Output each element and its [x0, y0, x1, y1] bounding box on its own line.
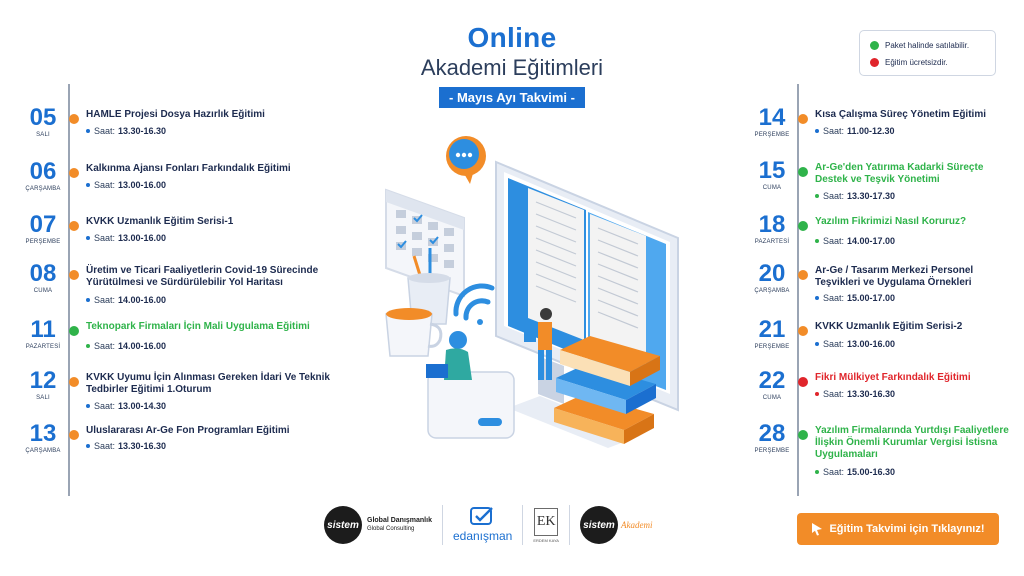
online-education-illustration: [378, 118, 688, 478]
event-weekday: CUMA: [762, 185, 782, 191]
event-title: Kısa Çalışma Süreç Yönetim Eğitimi: [815, 109, 986, 120]
status-dot-icon: [798, 114, 808, 124]
sistem-logo-name: Global Danışmanlık: [367, 517, 432, 524]
sistem-akademi-mark: sistem: [580, 506, 618, 544]
status-dot-icon: [798, 326, 808, 336]
legend: [859, 30, 996, 76]
event-item[interactable]: [20, 213, 350, 263]
edanisman-label: edanışman: [452, 529, 513, 543]
event-weekday: PERŞEMBE: [754, 344, 790, 350]
event-item[interactable]: [749, 213, 1019, 263]
event-date: [20, 262, 66, 294]
event-weekday: ÇARŞAMBA: [754, 288, 790, 294]
event-title: KVKK Uzmanlık Eğitim Serisi-1: [86, 216, 234, 227]
training-calendar-label: Eğitim Takvimi için Tıklayınız!: [829, 523, 985, 535]
event-day: 21: [758, 316, 786, 343]
status-dot-icon: [69, 114, 79, 124]
status-dot-icon: [69, 270, 79, 280]
event-title: KVKK Uzmanlık Eğitim Serisi-2: [815, 321, 963, 332]
event-item[interactable]: [20, 422, 350, 472]
event-date: [20, 213, 66, 245]
partner-logos: [314, 498, 662, 552]
event-day: 12: [29, 367, 57, 394]
event-time: Saat: 14.00-16.00: [86, 295, 166, 305]
event-day: 13: [29, 420, 57, 447]
event-day: 08: [29, 260, 57, 287]
event-day: 28: [758, 420, 786, 447]
time-dot-icon: [86, 298, 90, 302]
event-day: 07: [29, 211, 57, 238]
event-date: [20, 106, 66, 138]
event-date: [749, 106, 795, 138]
legend-label: Paket halinde satılabilir.: [885, 41, 970, 50]
time-dot-icon: [86, 344, 90, 348]
person-icon: [426, 331, 514, 438]
event-title: Uluslararası Ar-Ge Fon Programları Eğitimi: [86, 425, 290, 436]
event-day: 15: [758, 157, 786, 184]
event-weekday: ÇARŞAMBA: [25, 186, 61, 192]
erdem-kaya-logo: [523, 498, 569, 552]
event-title: KVKK Uyumu İçin Alınması Gereken İdari Ve Teknik Tedbirler Eğitimi 1.Oturum: [86, 372, 330, 395]
event-title: Fikri Mülkiyet Farkındalık Eğitimi: [815, 372, 971, 383]
event-time: Saat: 15.00-17.00: [815, 293, 895, 303]
month-badge: - Mayıs Ayı Takvimi -: [439, 87, 585, 108]
event-date: [749, 262, 795, 294]
event-time: Saat: 13.00-16.00: [86, 180, 166, 190]
event-weekday: PERŞEMBE: [754, 448, 790, 454]
red-dot-icon: [870, 58, 879, 67]
event-time: Saat: 13.00-16.00: [815, 339, 895, 349]
sistem-logo-mark: sistem: [324, 506, 362, 544]
event-date: [749, 369, 795, 401]
event-time: Saat: 13.30-16.30: [86, 441, 166, 451]
event-date: [20, 318, 66, 350]
event-title: Teknopark Firmaları İçin Mali Uygulama Eğitimi: [86, 321, 310, 332]
event-title: Ar-Ge'den Yatırıma Kadarki Süreçte Destek ve Teşvik Yönetimi: [815, 162, 984, 185]
event-time: Saat: 13.30-16.30: [86, 126, 166, 136]
sistem-akademi-logo: [570, 498, 663, 552]
event-item[interactable]: [749, 262, 1019, 312]
event-time: Saat: 14.00-16.00: [86, 341, 166, 351]
time-dot-icon: [86, 236, 90, 240]
time-dot-icon: [815, 194, 819, 198]
page-subtitle: Akademi Eğitimleri: [420, 55, 604, 80]
event-day: 05: [29, 104, 57, 131]
legend-item-package: [870, 37, 985, 54]
event-item[interactable]: [749, 369, 1019, 419]
event-item[interactable]: [20, 262, 350, 312]
event-day: 18: [758, 211, 786, 238]
time-dot-icon: [815, 296, 819, 300]
event-date: [749, 318, 795, 350]
legend-label: Eğitim ücretsizdir.: [885, 58, 948, 67]
event-day: 06: [29, 158, 57, 185]
event-time: Saat: 13.30-16.30: [815, 389, 895, 399]
event-item[interactable]: [20, 318, 350, 368]
event-weekday: SALI: [36, 395, 50, 401]
edanisman-logo: [443, 498, 522, 552]
event-item[interactable]: [20, 106, 350, 156]
event-item[interactable]: [749, 159, 1019, 209]
time-dot-icon: [815, 342, 819, 346]
event-weekday: PAZARTESİ: [754, 239, 790, 245]
time-dot-icon: [86, 183, 90, 187]
event-weekday: PERŞEMBE: [754, 132, 790, 138]
event-title: Yazılım Firmalarında Yurtdışı Faaliyetlere İlişkin Önemli Kurumlar Vergisi İstisna Uygulamaları: [815, 425, 1009, 460]
event-date: [749, 159, 795, 191]
event-day: 14: [758, 104, 786, 131]
event-date: [20, 369, 66, 401]
event-item[interactable]: [749, 318, 1019, 368]
event-item[interactable]: [749, 106, 1019, 156]
event-time: Saat: 11.00-12.30: [815, 126, 895, 136]
event-title: HAMLE Projesi Dosya Hazırlık Eğitimi: [86, 109, 265, 120]
event-date: [749, 422, 795, 454]
event-item[interactable]: [20, 160, 350, 210]
event-weekday: PAZARTESİ: [25, 344, 61, 350]
event-time: Saat: 14.00-17.00: [815, 236, 895, 246]
time-dot-icon: [86, 404, 90, 408]
event-title: Ar-Ge / Tasarım Merkezi Personel Teşvikleri ve Uygulama Örnekleri: [815, 265, 974, 288]
status-dot-icon: [798, 167, 808, 177]
time-dot-icon: [86, 129, 90, 133]
event-title: Kalkınma Ajansı Fonları Farkındalık Eğitimi: [86, 163, 291, 174]
event-day: 22: [758, 367, 786, 394]
status-dot-icon: [69, 377, 79, 387]
akademi-label: Akademi: [620, 520, 653, 530]
event-item[interactable]: [749, 422, 1019, 482]
event-date: [20, 422, 66, 454]
event-item[interactable]: [20, 369, 350, 419]
training-calendar-button[interactable]: [797, 513, 999, 545]
status-dot-icon: [69, 221, 79, 231]
status-dot-icon: [69, 430, 79, 440]
ek-logo-caption: ERDEM KAYA: [533, 537, 559, 543]
event-date: [749, 213, 795, 245]
page-title: Online: [467, 22, 557, 53]
ek-logo-mark: EK: [534, 508, 558, 536]
status-dot-icon: [798, 221, 808, 231]
event-weekday: ÇARŞAMBA: [25, 448, 61, 454]
event-title: Yazılım Fikrimizi Nasıl Koruruz?: [815, 216, 967, 227]
sistem-logo-tagline: Global Consulting: [367, 526, 415, 532]
time-dot-icon: [815, 129, 819, 133]
event-day: 20: [758, 260, 786, 287]
event-time: Saat: 13.00-14.30: [86, 401, 166, 411]
sistem-global-logo: [314, 498, 442, 552]
event-weekday: PERŞEMBE: [25, 239, 61, 245]
event-time: Saat: 13.30-17.30: [815, 191, 895, 201]
status-dot-icon: [798, 377, 808, 387]
status-dot-icon: [798, 270, 808, 280]
event-date: [20, 160, 66, 192]
status-dot-icon: [798, 430, 808, 440]
event-time: Saat: 15.00-16.30: [815, 467, 895, 477]
event-weekday: CUMA: [33, 288, 53, 294]
legend-item-free: [870, 54, 985, 71]
cursor-arrow-icon: [811, 522, 823, 536]
time-dot-icon: [815, 470, 819, 474]
status-dot-icon: [69, 326, 79, 336]
checkmark-icon: [470, 507, 496, 529]
green-dot-icon: [870, 41, 879, 50]
event-weekday: SALI: [36, 132, 50, 138]
time-dot-icon: [86, 444, 90, 448]
event-title: Üretim ve Ticari Faaliyetlerin Covid-19 Sürecinde Yürütülmesi ve Sürdürülebilir Yol Haritası: [86, 265, 319, 288]
chat-bubble-icon: [446, 136, 486, 184]
event-time: Saat: 13.00-16.00: [86, 233, 166, 243]
time-dot-icon: [815, 392, 819, 396]
event-day: 11: [30, 316, 56, 343]
status-dot-icon: [69, 168, 79, 178]
event-weekday: CUMA: [762, 395, 782, 401]
time-dot-icon: [815, 239, 819, 243]
